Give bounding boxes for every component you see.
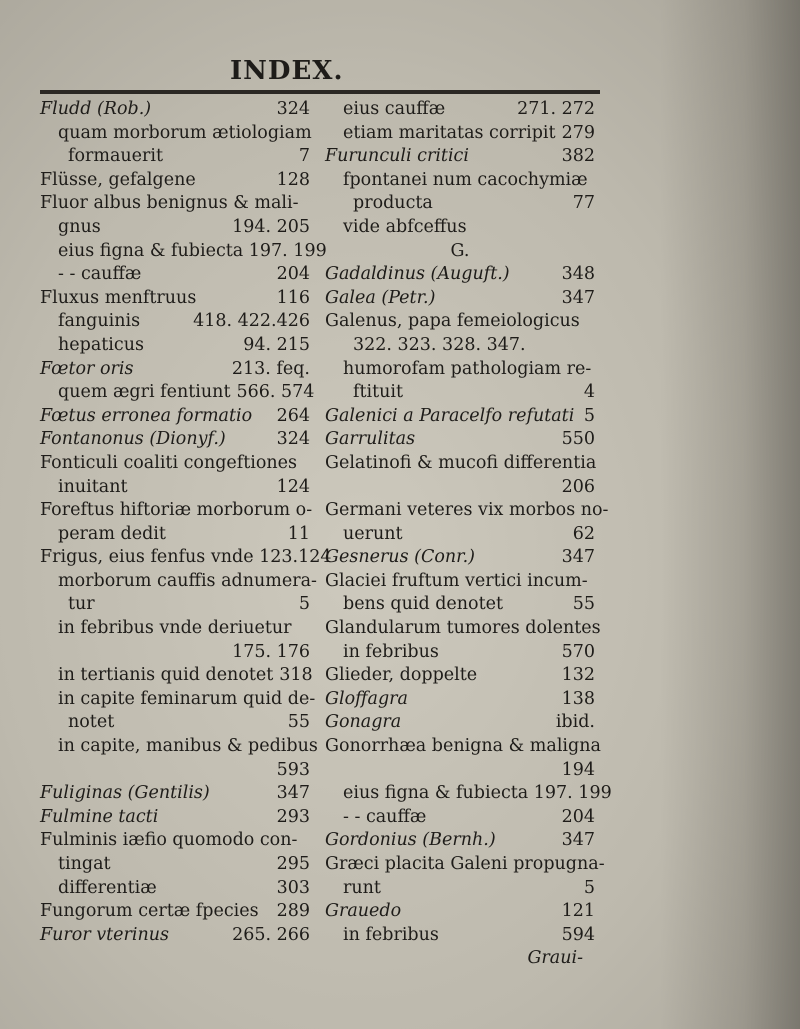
index-entry bbox=[325, 782, 612, 806]
index-entry-page bbox=[601, 617, 607, 641]
index-entry bbox=[40, 263, 310, 287]
index-entry-page bbox=[612, 782, 618, 806]
index-entry-page: 566. 574 bbox=[236, 382, 315, 403]
index-entry bbox=[40, 806, 310, 830]
index-entry bbox=[40, 287, 310, 311]
index-entry-page bbox=[601, 735, 607, 759]
index-entry bbox=[325, 735, 601, 759]
index-entry bbox=[325, 263, 595, 287]
index-entry-page: 324 bbox=[276, 99, 310, 119]
index-entry bbox=[40, 428, 310, 452]
index-entry-term: morborum cauffis adnumera- bbox=[58, 570, 317, 591]
index-entry bbox=[40, 310, 310, 334]
index-entry-term: fanguinis bbox=[58, 311, 141, 332]
index-entry-page: 121 bbox=[561, 901, 595, 922]
index-entry-term: producta bbox=[353, 193, 433, 214]
index-entry-term: in febribus vnde deriuetur bbox=[58, 618, 292, 639]
index-entry-page: 94. 215 bbox=[243, 334, 310, 355]
index-entry bbox=[40, 145, 310, 169]
index-entry-page: 132 bbox=[561, 665, 595, 686]
index-entry-page bbox=[304, 829, 310, 853]
index-entry bbox=[325, 688, 595, 712]
index-entry-page: 303 bbox=[276, 877, 310, 898]
index-entry bbox=[325, 216, 595, 240]
index-entry bbox=[40, 924, 310, 948]
index-entry-page: 7 bbox=[298, 146, 310, 167]
index-entry bbox=[325, 664, 595, 688]
index-entry-term: Fludd (Rob.) bbox=[40, 99, 152, 119]
index-entry bbox=[325, 853, 605, 877]
index-entry-term: formauerit bbox=[68, 146, 164, 167]
index-entry-page: 570 bbox=[561, 641, 595, 662]
index-entry bbox=[325, 617, 601, 641]
index-entry-page bbox=[312, 499, 318, 523]
index-entry bbox=[325, 98, 595, 122]
index-entry bbox=[40, 216, 310, 240]
index-entry-term: Fulmine tacti bbox=[40, 806, 159, 827]
index-entry-page: 5 bbox=[583, 877, 595, 898]
index-entry-term: 322. 323. 328. 347. bbox=[353, 334, 526, 355]
index-entry-term: Galenus, papa femeiologicus bbox=[325, 311, 580, 332]
index-entry-term: in capite feminarum quid de- bbox=[58, 688, 316, 709]
index-entry bbox=[40, 358, 310, 382]
index-entry-term: etiam maritatas corripit bbox=[343, 122, 556, 143]
index-entry bbox=[325, 759, 595, 783]
index-entry-page: 271. 272 bbox=[517, 99, 595, 119]
index-entry-page: 324 bbox=[276, 429, 310, 450]
index-entry-term: vide abfceffus bbox=[343, 216, 467, 237]
index-entry bbox=[40, 499, 313, 523]
index-entry-term: eius figna & fubiecta 197. 199 bbox=[58, 240, 327, 261]
index-entry bbox=[325, 334, 595, 358]
index-entry-page: 289 bbox=[276, 901, 310, 922]
index-entry-term: Foreftus hiftoriæ morborum o- bbox=[40, 500, 313, 521]
index-entry-page bbox=[608, 499, 614, 523]
index-entry bbox=[325, 641, 595, 665]
index-entry bbox=[40, 546, 332, 570]
index-entry-page: 295 bbox=[276, 854, 310, 874]
index-entry-term: Grauedo bbox=[325, 901, 402, 922]
index-entry-page: 5 bbox=[298, 594, 310, 615]
index-entry bbox=[40, 759, 310, 783]
index-entry bbox=[325, 924, 595, 948]
index-entry-page bbox=[317, 570, 323, 594]
index-entry-term: Gonorrhæa benigna & maligna bbox=[325, 736, 601, 757]
index-entry-term: differentiæ bbox=[58, 877, 157, 898]
header-rule bbox=[40, 90, 600, 94]
index-entry-term: Glandularum tumores dolentes bbox=[325, 618, 601, 639]
page-header-title: INDEX. bbox=[230, 56, 344, 86]
index-entry-page bbox=[304, 617, 310, 641]
index-entry-term: bens quid denotet bbox=[343, 594, 503, 615]
index-entry-term: - - cauffæ bbox=[58, 264, 142, 285]
index-entry bbox=[325, 546, 595, 570]
index-entry-term: eius figna & fubiecta 197. 199 bbox=[343, 783, 612, 804]
index-entry bbox=[325, 358, 595, 382]
index-entry-term: ftituit bbox=[353, 382, 404, 403]
index-entry-term: Glieder, doppelte bbox=[325, 665, 478, 686]
index-entry-term bbox=[40, 759, 68, 783]
index-entry bbox=[40, 735, 318, 759]
catchword: Graui- bbox=[527, 948, 583, 969]
index-entry-term: humorofam pathologiam re- bbox=[343, 358, 592, 379]
index-entry-term: in capite, manibus & pedibus bbox=[58, 736, 318, 757]
index-entry-page: 204 bbox=[561, 806, 595, 827]
index-entry-page bbox=[304, 192, 310, 216]
index-entry bbox=[325, 192, 595, 216]
index-entry-page bbox=[312, 122, 318, 146]
index-entry bbox=[325, 452, 595, 476]
index-entry-term: Fluxus menftruus bbox=[40, 287, 197, 308]
index-entry bbox=[40, 405, 310, 429]
index-entry-term: Gloffagra bbox=[325, 688, 408, 709]
index-entry-page: 128 bbox=[276, 169, 310, 190]
index-entry-term: tingat bbox=[58, 854, 111, 874]
index-entry-term: Furunculi critici bbox=[325, 146, 469, 167]
index-entry bbox=[325, 240, 595, 264]
index-entry-page: 204 bbox=[276, 264, 310, 285]
index-entry-term: inuitant bbox=[58, 476, 128, 497]
index-entry-page: 116 bbox=[276, 287, 310, 308]
index-entry-term: tur bbox=[68, 594, 95, 615]
index-entry bbox=[325, 428, 595, 452]
index-entry-term: hepaticus bbox=[58, 334, 144, 355]
index-entry-term: Gelatinofi & mucofi differentia bbox=[325, 452, 597, 473]
index-entry-page: 265. 266 bbox=[232, 924, 310, 945]
index-entry bbox=[40, 900, 310, 924]
index-entry bbox=[40, 476, 310, 500]
index-entry bbox=[40, 829, 310, 853]
index-entry-term: Glaciei fruftum vertici incum- bbox=[325, 570, 588, 591]
index-entry bbox=[325, 806, 595, 830]
index-entry-term: fpontanei num cacochymiæ bbox=[343, 169, 588, 190]
index-entry-page: 347 bbox=[561, 830, 595, 851]
index-entry bbox=[40, 711, 310, 735]
index-entry-page: 550 bbox=[561, 429, 595, 450]
index-entry-term: - - cauffæ bbox=[343, 806, 427, 827]
index-entry bbox=[325, 900, 595, 924]
index-entry-page: 55 bbox=[287, 712, 310, 733]
index-entry bbox=[325, 499, 609, 523]
index-entry bbox=[40, 381, 315, 405]
index-entry bbox=[40, 688, 316, 712]
index-entry-page: 347 bbox=[561, 287, 595, 308]
index-entry bbox=[40, 877, 310, 901]
index-entry-page: 318 bbox=[279, 665, 313, 686]
index-entry-page: 279 bbox=[561, 122, 595, 143]
index-entry-term: quem ægri fentiunt bbox=[58, 382, 231, 403]
index-entry-term: Fluor albus benignus & mali- bbox=[40, 193, 299, 214]
index-entry-term: Furor vterinus bbox=[40, 924, 170, 945]
index-entry-page: 213. feq. bbox=[231, 358, 310, 379]
index-entry-page: 293 bbox=[276, 806, 310, 827]
index-entry-page: 5 bbox=[583, 405, 595, 426]
index-entry-term: Fontanonus (Dionyf.) bbox=[40, 429, 226, 450]
index-entry-term: in tertianis quid denotet bbox=[58, 665, 274, 686]
index-entry bbox=[325, 310, 595, 334]
index-entry-term: in febribus bbox=[343, 641, 439, 662]
index-entry-term: Gordonius (Bernh.) bbox=[325, 830, 496, 851]
index-entry-term: Galenici a Paracelfo refutati bbox=[325, 405, 575, 426]
index-entry-page bbox=[589, 169, 595, 193]
index-entry-term: Flüsse, gefalgene bbox=[40, 169, 196, 190]
index-entry-page: 347 bbox=[561, 547, 595, 568]
index-entry-page bbox=[605, 853, 611, 877]
index-entry bbox=[325, 287, 595, 311]
index-entry bbox=[40, 334, 310, 358]
index-entry-page: 206 bbox=[561, 476, 595, 497]
index-entry bbox=[325, 711, 595, 735]
index-entry bbox=[325, 381, 595, 405]
index-entry-term: Gonagra bbox=[325, 712, 402, 733]
index-entry-page bbox=[589, 570, 595, 594]
index-entry-page bbox=[318, 735, 324, 759]
index-entry-term: uerunt bbox=[343, 523, 403, 544]
index-entry-term bbox=[325, 759, 353, 783]
index-entry-page: 194. 205 bbox=[232, 216, 310, 237]
index-entry-page: 418. 422.426 bbox=[193, 311, 310, 332]
index-column-left bbox=[40, 98, 332, 947]
index-entry-page: 594 bbox=[561, 924, 595, 945]
index-entry-term: Fulminis iæfio quomodo con- bbox=[40, 830, 298, 851]
index-entry-term bbox=[40, 641, 68, 665]
index-entry-term: Gadaldinus (Auguft.) bbox=[325, 264, 510, 285]
index-entry-term: Galea (Petr.) bbox=[325, 287, 436, 308]
index-entry-page: 124 bbox=[276, 476, 310, 497]
index-entry bbox=[40, 853, 310, 877]
index-entry-term: Fœtor oris bbox=[40, 358, 134, 379]
index-entry-page: 77 bbox=[572, 193, 595, 214]
index-entry-page: 11 bbox=[287, 523, 310, 544]
index-entry-page: 62 bbox=[572, 523, 595, 544]
index-entry-term: Garrulitas bbox=[325, 429, 416, 450]
index-entry-page bbox=[589, 334, 595, 358]
index-entry-page: 593 bbox=[276, 759, 310, 780]
index-entry-term: Græci placita Galeni propugna- bbox=[325, 854, 605, 874]
index-entry bbox=[325, 593, 595, 617]
index-entry bbox=[40, 523, 310, 547]
index-entry bbox=[325, 877, 595, 901]
index-entry-term: notet bbox=[68, 712, 115, 733]
index-entry-page bbox=[596, 452, 602, 476]
page-gutter-shadow bbox=[660, 0, 800, 1029]
index-entry bbox=[40, 169, 310, 193]
index-entry-term: eius cauffæ bbox=[343, 99, 446, 119]
index-entry bbox=[325, 829, 595, 853]
index-entry-page: 175. 176 bbox=[232, 641, 310, 662]
index-entry-page bbox=[589, 310, 595, 334]
index-entry-term: Germani veteres vix morbos no- bbox=[325, 500, 609, 521]
index-entry-page: ibid. bbox=[555, 712, 595, 733]
index-entry bbox=[325, 145, 595, 169]
index-entry bbox=[325, 476, 595, 500]
index-entry bbox=[40, 122, 310, 146]
index-entry-page: 138 bbox=[561, 688, 595, 709]
index-entry-page: 382 bbox=[561, 146, 595, 167]
index-entry bbox=[325, 122, 595, 146]
index-entry-term: Gesnerus (Conr.) bbox=[325, 547, 475, 568]
index-entry-term: Fonticuli coaliti congeftiones bbox=[40, 452, 298, 473]
index-entry bbox=[40, 617, 310, 641]
index-entry-page bbox=[589, 216, 595, 240]
index-entry-term: G. bbox=[450, 240, 470, 261]
index-entry-term: Frigus, eius fenfus vnde 123.124 bbox=[40, 547, 332, 568]
index-entry-page: 4 bbox=[583, 382, 595, 403]
index-entry bbox=[40, 98, 310, 122]
index-entry-term: Fuliginas (Gentilis) bbox=[40, 783, 210, 804]
index-entry bbox=[325, 570, 595, 594]
index-entry bbox=[40, 192, 310, 216]
index-entry bbox=[40, 782, 310, 806]
index-entry-page bbox=[315, 688, 321, 712]
index-entry bbox=[325, 523, 595, 547]
index-entry bbox=[40, 664, 313, 688]
index-entry-page: 194 bbox=[561, 759, 595, 780]
index-entry bbox=[325, 169, 595, 193]
index-entry-page: 55 bbox=[572, 594, 595, 615]
index-entry bbox=[40, 452, 310, 476]
index-entry-term: runt bbox=[343, 877, 381, 898]
index-entry bbox=[40, 570, 317, 594]
index-entry-page: 264 bbox=[276, 405, 310, 426]
index-entry-page: 347 bbox=[276, 783, 310, 804]
index-entry bbox=[40, 641, 310, 665]
index-entry-term: Fungorum certæ fpecies bbox=[40, 901, 259, 922]
index-entry bbox=[40, 240, 327, 264]
index-entry-term: Fœtus erronea formatio bbox=[40, 405, 253, 426]
index-entry-term: gnus bbox=[58, 216, 101, 237]
index-entry-term bbox=[325, 476, 353, 500]
index-entry-term: in febribus bbox=[343, 924, 439, 945]
index-entry-page bbox=[591, 358, 597, 382]
index-entry-page bbox=[304, 452, 310, 476]
index-entry-term: peram dedit bbox=[58, 523, 166, 544]
index-entry bbox=[40, 593, 310, 617]
index-column-right bbox=[325, 98, 612, 971]
index-entry bbox=[325, 405, 595, 429]
index-entry-page: 348 bbox=[561, 264, 595, 285]
index-entry-term: quam morborum ætiologiam bbox=[58, 122, 312, 143]
